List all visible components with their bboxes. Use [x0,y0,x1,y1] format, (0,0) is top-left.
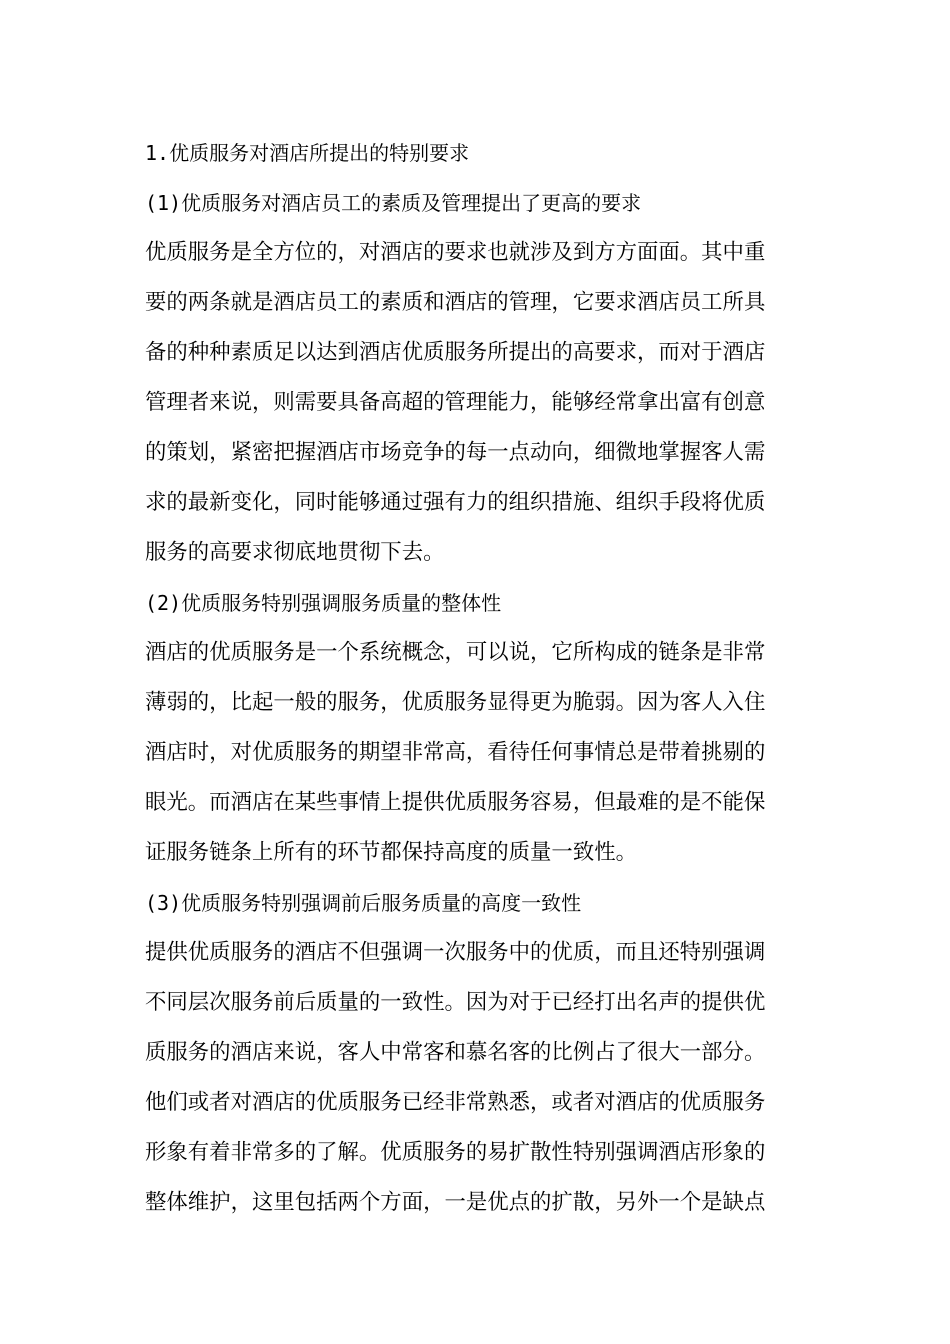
paragraph-line: 证服务链条上所有的环节都保持高度的质量一致性。 [145,840,637,865]
paragraph-line: 的策划，紧密把握酒店市场竞争的每一点动向，细微地掌握客人需 [145,440,766,465]
paragraph-line: 服务的高要求彻底地贯彻下去。 [145,540,445,565]
section-paragraph-1 [145,228,795,578]
document-title: 1.优质服务对酒店所提出的特别要求 [145,141,470,165]
paragraph-line: 求的最新变化，同时能够通过强有力的组织措施、组织手段将优质 [145,490,766,515]
paragraph-line: 他们或者对酒店的优质服务已经非常熟悉，或者对酒店的优质服务 [145,1090,766,1115]
section-paragraph-2 [145,628,795,878]
paragraph-line: 优质服务是全方位的，对酒店的要求也就涉及到方方面面。其中重 [145,240,766,265]
paragraph-line: 提供优质服务的酒店不但强调一次服务中的优质，而且还特别强调 [145,940,766,965]
paragraph-line: 眼光。而酒店在某些事情上提供优质服务容易，但最难的是不能保 [145,790,766,815]
paragraph-line: 酒店时，对优质服务的期望非常高，看待任何事情总是带着挑剔的 [145,740,766,765]
document-body [145,128,795,1228]
section-heading-2: (2)优质服务特别强调服务质量的整体性 [145,591,502,615]
paragraph-line: 形象有着非常多的了解。优质服务的易扩散性特别强调酒店形象的 [145,1140,766,1165]
paragraph-line: 要的两条就是酒店员工的素质和酒店的管理，它要求酒店员工所具 [145,290,766,315]
paragraph-line: 备的种种素质足以达到酒店优质服务所提出的高要求，而对于酒店 [145,340,766,365]
section-heading-1: (1)优质服务对酒店员工的素质及管理提出了更高的要求 [145,191,642,215]
section-paragraph-3 [145,928,795,1228]
paragraph-line: 整体维护，这里包括两个方面，一是优点的扩散，另外一个是缺点 [145,1190,766,1215]
paragraph-line: 管理者来说，则需要具备高超的管理能力，能够经常拿出富有创意 [145,390,766,415]
section-heading-3: (3)优质服务特别强调前后服务质量的高度一致性 [145,891,582,915]
paragraph-line: 薄弱的，比起一般的服务，优质服务显得更为脆弱。因为客人入住 [145,690,766,715]
paragraph-line: 酒店的优质服务是一个系统概念，可以说，它所构成的链条是非常 [145,640,766,665]
paragraph-line: 不同层次服务前后质量的一致性。因为对于已经打出名声的提供优 [145,990,766,1015]
paragraph-line: 质服务的酒店来说，客人中常客和慕名客的比例占了很大一部分。 [145,1040,766,1065]
